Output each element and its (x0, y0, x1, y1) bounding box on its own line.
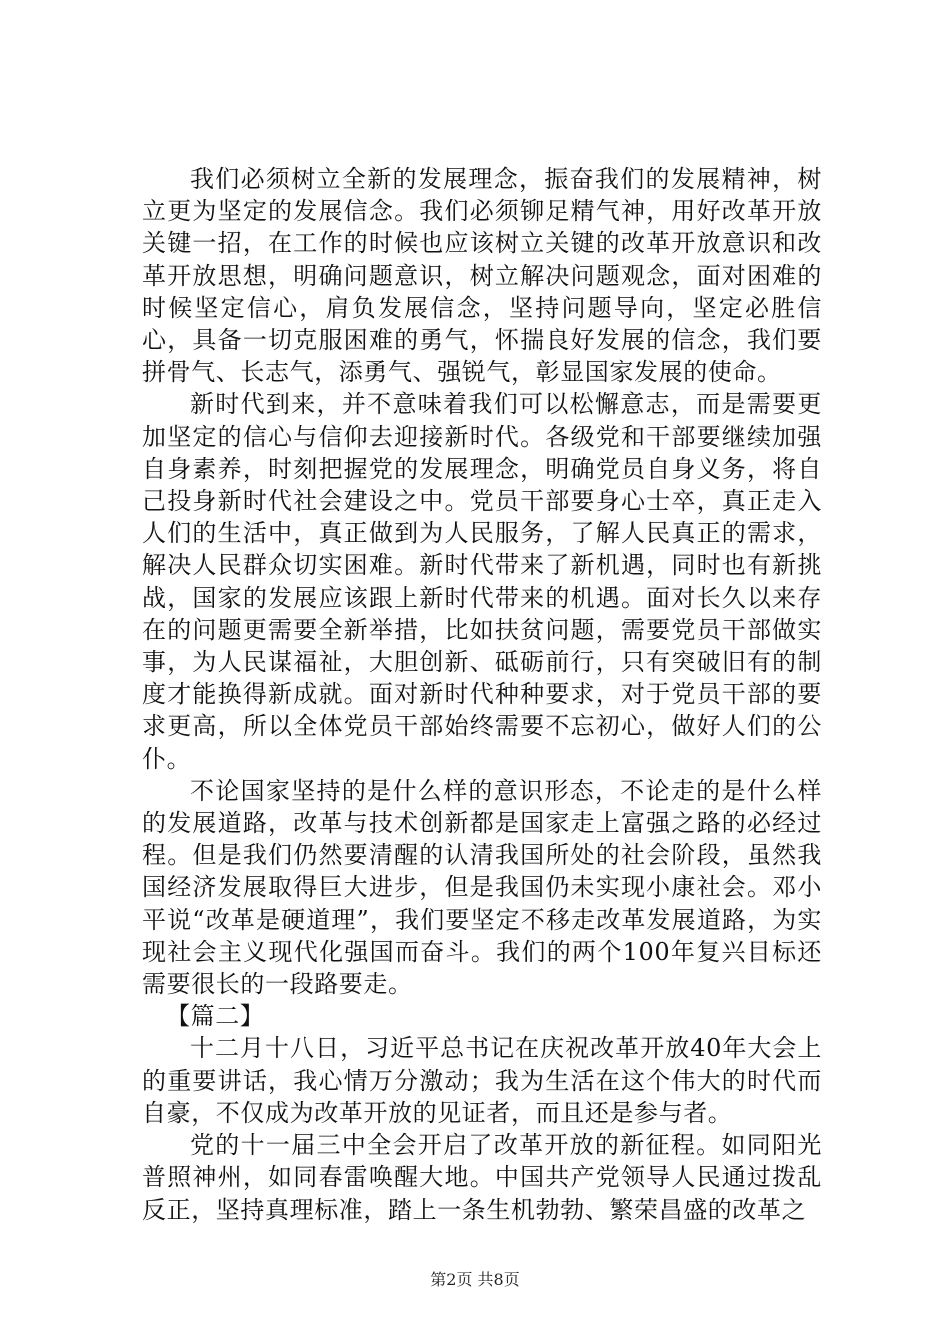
paragraph-5: 党的十一届三中全会开启了改革开放的新征程。如同阳光普照神州，如同春雷唤醒大地。中国共产党领导人民通过拨乱反正，坚持真理标准，踏上一条生机勃勃、繁荣昌盛的改革之 (142, 1131, 822, 1224)
page-footer (0, 1270, 950, 1290)
paragraph-1: 我们必须树立全新的发展理念，振奋我们的发展精神，树立更为坚定的发展信念。我们必须铆足精气神，用好改革开放关键一招，在工作的时候也应该树立关键的改革开放意识和改革开放思想，明确问题意识，树立解决问题观念，面对困难的时候坚定信心，肩负发展信念，坚持问题导向，坚定必胜信心，具备一切克服困难的勇气，怀揣良好发展的信念，我们要拼骨气、长志气，添勇气、强锐气，彰显国家发展的使命。 (142, 165, 822, 387)
document-body (142, 163, 822, 1226)
paragraph-2: 新时代到来，并不意味着我们可以松懈意志，而是需要更加坚定的信心与信仰去迎接新时代。各级党和干部要继续加强自身素养，时刻把握党的发展理念，明确党员自身义务，将自己投身新时代社会建设之中。党员干部要身心士卒，真正走入人们的生活中，真正做到为人民服务，了解人民真正的需求，解决人民群众切实困难。新时代带来了新机遇，同时也有新挑战，国家的发展应该跟上新时代带来的机遇。面对长久以来存在的问题更需要全新举措，比如扶贫问题，需要党员干部做实事，为人民谋福祉，大胆创新、砥砺前行，只有突破旧有的制度才能换得新成就。面对新时代种种要求，对于党员干部的要求更高，所以全体党员干部始终需要不忘初心，做好人们的公仆。 (142, 390, 822, 773)
page-number: 第2页 共8页 (430, 1270, 520, 1289)
section-heading: 【篇二】 (166, 1002, 265, 1031)
paragraph-4: 十二月十八日，习近平总书记在庆祝改革开放40年大会上的重要讲话，我心情万分激动；我为生活在这个伟大的时代而自豪，不仅成为改革开放的见证者，而且还是参与者。 (142, 1034, 822, 1127)
paragraph-3: 不论国家坚持的是什么样的意识形态，不论走的是什么样的发展道路，改革与技术创新都是国家走上富强之路的必经过程。但是我们仍然要清醒的认清我国所处的社会阶段，虽然我国经济发展取得巨大进步，但是我国仍未实现小康社会。邓小平说“改革是硬道理”，我们要坚定不移走改革发展道路，为实现社会主义现代化强国而奋斗。我们的两个100年复兴目标还需要很长的一段路要走。 (142, 776, 822, 999)
